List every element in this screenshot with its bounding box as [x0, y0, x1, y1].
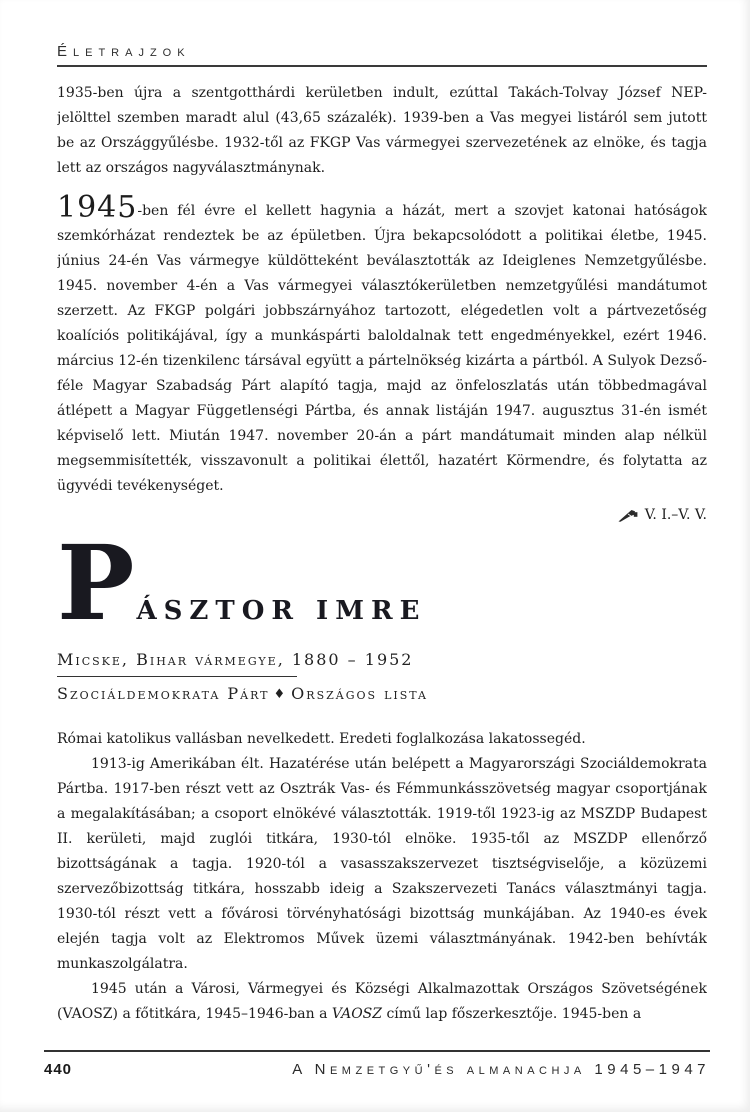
continuation-paragraph: 1935-ben újra a szentgotthárdi kerületben indult, ezúttal Takách-Tolvay József NEP-jelölttel szemben maradt alul (43,65 százalék). 1939-ben a Vas megyei listáról sem jutott be az Országgyűlésbe. 1932-től az FKGP Vas vármegyei szervezetének az elnöke, és tagja lett az országos nagyválasztmánynak.	[57, 85, 707, 176]
running-header	[57, 0, 707, 60]
mandate-type: Országos lista	[291, 684, 428, 704]
page-number: 440	[44, 1061, 73, 1078]
author-attribution	[57, 503, 707, 527]
bio-paragraph: 1913-ig Amerikában élt. Hazatérése után belépett a Magyarországi Szociáldemokrata Pártba. 1917-ben részt vett az Osztrák Vas- és Fémmunkásszövetség magyar csoportjának a megalakításában; a csoport elnökévé választották. 1919-től 1923-ig az MSZDP Budapest II. kerületi, majd zuglói titkára, 1930-tól elnöke. 1935-től az MSZDP ellenőrző bizottságának a tagja. 1920-tól a vasasszakszervezet tisztségviselője, a közüzemi szervezőbizottság titkára, hosszabb ideig a Szakszervezeti Tanács választmányi tagja. 1930-tól részt vett a fővárosi törvényhatósági bizottság munkájában. Az 1940-es évek elején tagja volt az Elektromos Művek üzemi választmányának. 1942-ben behívták munkaszolgálatra.	[57, 756, 707, 973]
birth-line-rule	[57, 676, 297, 677]
drop-cap-initial: P	[57, 523, 135, 644]
year-emphasis: 1945	[57, 190, 138, 225]
biography-entry	[57, 523, 707, 1027]
paragraph-text: -ben fél évre el kellett hagynia a házát, mert a szovjet katonai hatóságok szemkórházat rendeztek be az épületben. Újra bekapcsolódott a politikai életbe, 1945. június 24-én Vas vármegye küldötteként beválasztották az Ideiglenes Nemzetgyűlésbe. 1945. november 4-én a Vas vármegyei választókerületben nemzetgyűlési mandátumot szerzett. Az FKGP polgári jobbszárnyához tartozott, elégedetlen volt a pártvezetőség koalíciós politikájával, így a munkáspárti baloldalnak tett engedményekkel, ezért 1946. március 12-én tizenkilenc társával együtt a pártelnökség kizárta a pártból. A Sulyok Dezső-féle Magyar Szabadság Párt alapító tagja, majd az önfeloszlatás után többedmagával átlépett a Magyar Függetlenségi Pártba, és annak listáján 1947. augusztus 31-én ismét képviselő lett. Miután 1947. november 20-án a párt mandátumait minden alap nélkül megsemmisítették, visszavonult a politikai élettől, hazatért Körmendre, és folytatta az ügyvédi tevékenységet.	[57, 203, 707, 494]
journal-title-italic: VAOSZ	[331, 1006, 382, 1023]
previous-entry-continuation	[57, 81, 707, 527]
running-header-title: Életrajzok	[57, 43, 191, 60]
entry-name-rest: ÁSZTOR IMRE	[136, 596, 427, 626]
book-title: A Nemzetgyű'és almanachja 1945–1947	[292, 1061, 710, 1078]
pen-icon	[618, 509, 638, 522]
page-content	[57, 0, 707, 1034]
year-1945-paragraph	[57, 190, 707, 499]
birth-place-dates: Micske, Bihar vármegye, 1880 – 1952	[57, 650, 414, 670]
party-and-list-line	[57, 684, 707, 705]
paragraph-text: 1945 után a Városi, Vármegyei és Községi Alkalmazottak Országos Szövetségének (VAOSZ) a főtitkára, 1945–1946-ban a	[57, 981, 707, 1023]
header-rule	[57, 65, 707, 67]
paragraph-text: című lap főszerkesztője. 1945-ben a	[382, 1006, 642, 1023]
diamond-separator-icon: ♦	[273, 687, 288, 703]
attribution-initials: V. I.–V. V.	[644, 507, 707, 523]
party-name: Szociáldemokrata Párt	[57, 684, 270, 704]
bio-paragraph	[57, 977, 707, 1027]
page-footer	[44, 1050, 710, 1078]
bio-paragraph: Római katolikus vallásban nevelkedett. Eredeti foglalkozása lakatossegéd.	[57, 731, 586, 748]
entry-name	[57, 523, 707, 644]
